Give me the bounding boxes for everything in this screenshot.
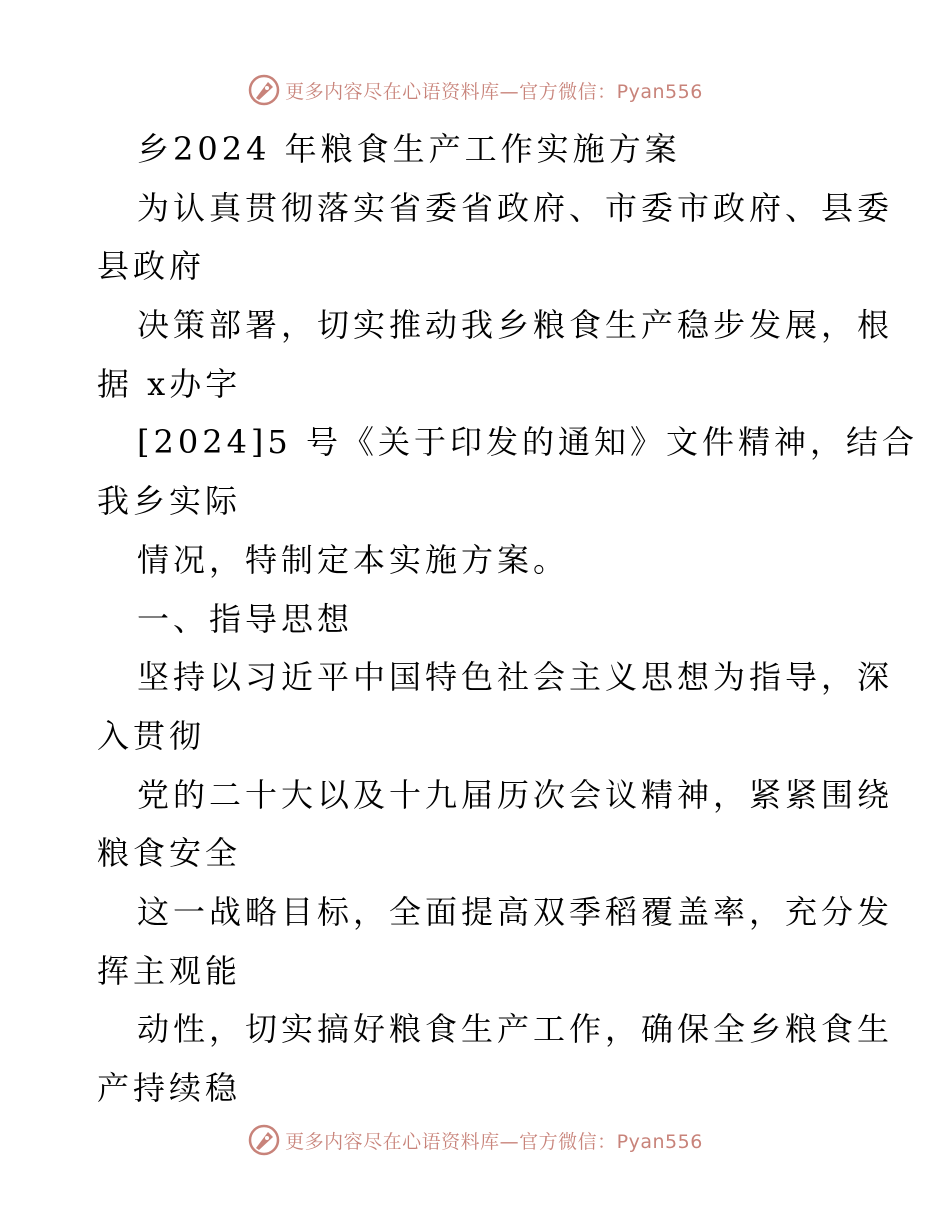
paragraph-line: 我乡实际	[97, 482, 242, 521]
section-heading: 一、指导思想	[137, 599, 354, 638]
paragraph-line: 县政府	[97, 247, 206, 286]
footer-watermark	[0, 1120, 950, 1160]
paragraph-line: 动性，切实搞好粮食生产工作，确保全乡粮食生	[137, 1010, 894, 1049]
document-body	[97, 120, 918, 1118]
pen-nib-logo-icon	[247, 1123, 281, 1157]
pen-nib-logo-icon	[247, 73, 281, 107]
paragraph-line: 党的二十大以及十九届历次会议精神，紧紧围绕	[137, 775, 894, 814]
paragraph-line: 据 x办字	[97, 364, 242, 403]
document-title: 乡2024 年粮食生产工作实施方案	[137, 130, 681, 168]
paragraph-line: 情况，特制定本实施方案。	[137, 540, 570, 579]
paragraph-line: 为认真贯彻落实省委省政府、市委市政府、县委	[137, 188, 894, 227]
paragraph-line: 挥主观能	[97, 951, 242, 990]
paragraph-line: [2024]5 号《关于印发的通知》文件精神，结合	[137, 423, 918, 462]
paragraph-line: 产持续稳	[97, 1069, 242, 1107]
watermark-text: 更多内容尽在心语资料库—官方微信：Pyan556	[285, 80, 703, 103]
header-watermark	[0, 70, 950, 110]
paragraph-line: 这一战略目标，全面提高双季稻覆盖率，充分发	[137, 892, 894, 931]
watermark-text: 更多内容尽在心语资料库—官方微信：Pyan556	[285, 1130, 703, 1153]
paragraph-line: 粮食安全	[97, 834, 242, 873]
paragraph-line: 决策部署，切实推动我乡粮食生产稳步发展，根	[137, 306, 894, 345]
paragraph-line: 坚持以习近平中国特色社会主义思想为指导，深	[137, 658, 894, 697]
paragraph-line: 入贯彻	[97, 716, 206, 755]
